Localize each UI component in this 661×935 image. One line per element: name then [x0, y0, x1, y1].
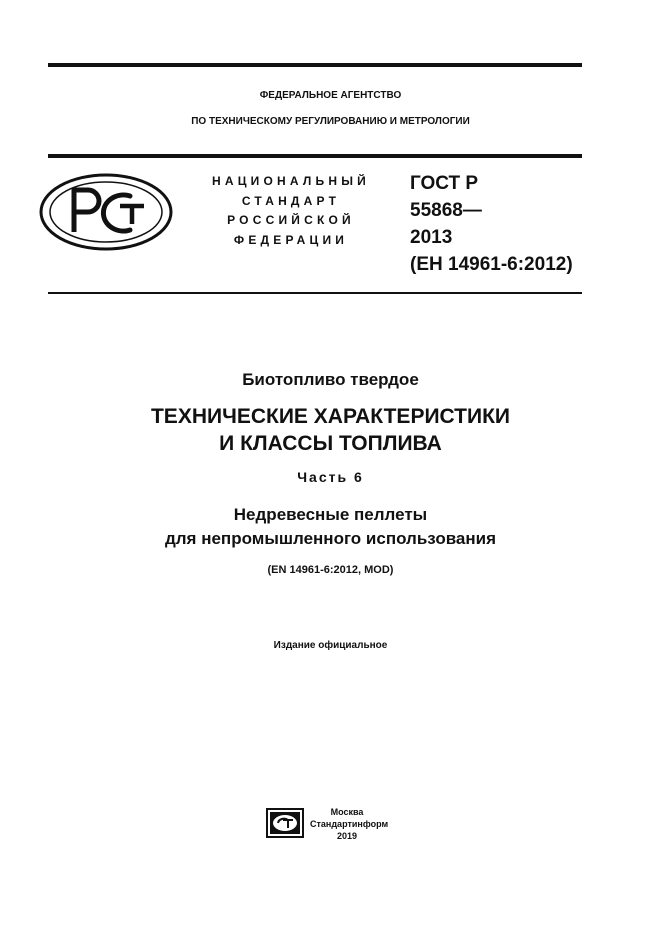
standartinform-logo-icon: [266, 808, 304, 838]
standard-type-line-2: СТАНДАРТ: [241, 194, 341, 208]
standard-block-top-rule: [48, 154, 582, 158]
gost-designation-line-1: ГОСТ Р: [410, 173, 479, 194]
agency-line-2: ПО ТЕХНИЧЕСКОМУ РЕГУЛИРОВАНИЮ И МЕТРОЛОГИИ: [191, 116, 470, 127]
top-rule: [48, 63, 582, 67]
agency-line-1: ФЕДЕРАЛЬНОЕ АГЕНТСТВО: [259, 90, 402, 101]
document-equivalence: (EN 14961-6:2012, MOD): [267, 564, 394, 576]
gost-designation-line-3: 2013: [410, 227, 453, 248]
rst-certification-mark-icon: [38, 172, 174, 252]
standard-type-line-4: ФЕДЕРАЦИИ: [233, 233, 349, 247]
document-subtitle-line-2: для непромышленного использования: [164, 529, 497, 548]
document-subject: Биотопливо твердое: [242, 370, 419, 389]
standard-type-line-3: РОССИЙСКОЙ: [227, 213, 355, 227]
publication-year: 2019: [336, 831, 358, 841]
gost-designation-line-2: 55868—: [410, 200, 482, 221]
standard-type-line-1: НАЦИОНАЛЬНЫЙ: [211, 174, 371, 188]
edition-note: Издание официальное: [273, 640, 388, 651]
document-subtitle-line-1: Недревесные пеллеты: [233, 505, 428, 524]
publisher-name: Стандартинформ: [310, 819, 389, 829]
standard-block-bottom-rule: [48, 292, 582, 294]
publisher-city: Москва: [330, 807, 364, 817]
document-main-title-line-2: И КЛАССЫ ТОПЛИВА: [219, 432, 442, 455]
document-part: Часть 6: [297, 469, 364, 485]
gost-designation-line-4: (ЕН 14961-6:2012): [410, 254, 573, 275]
document-main-title-line-1: ТЕХНИЧЕСКИЕ ХАРАКТЕРИСТИКИ: [150, 405, 511, 428]
